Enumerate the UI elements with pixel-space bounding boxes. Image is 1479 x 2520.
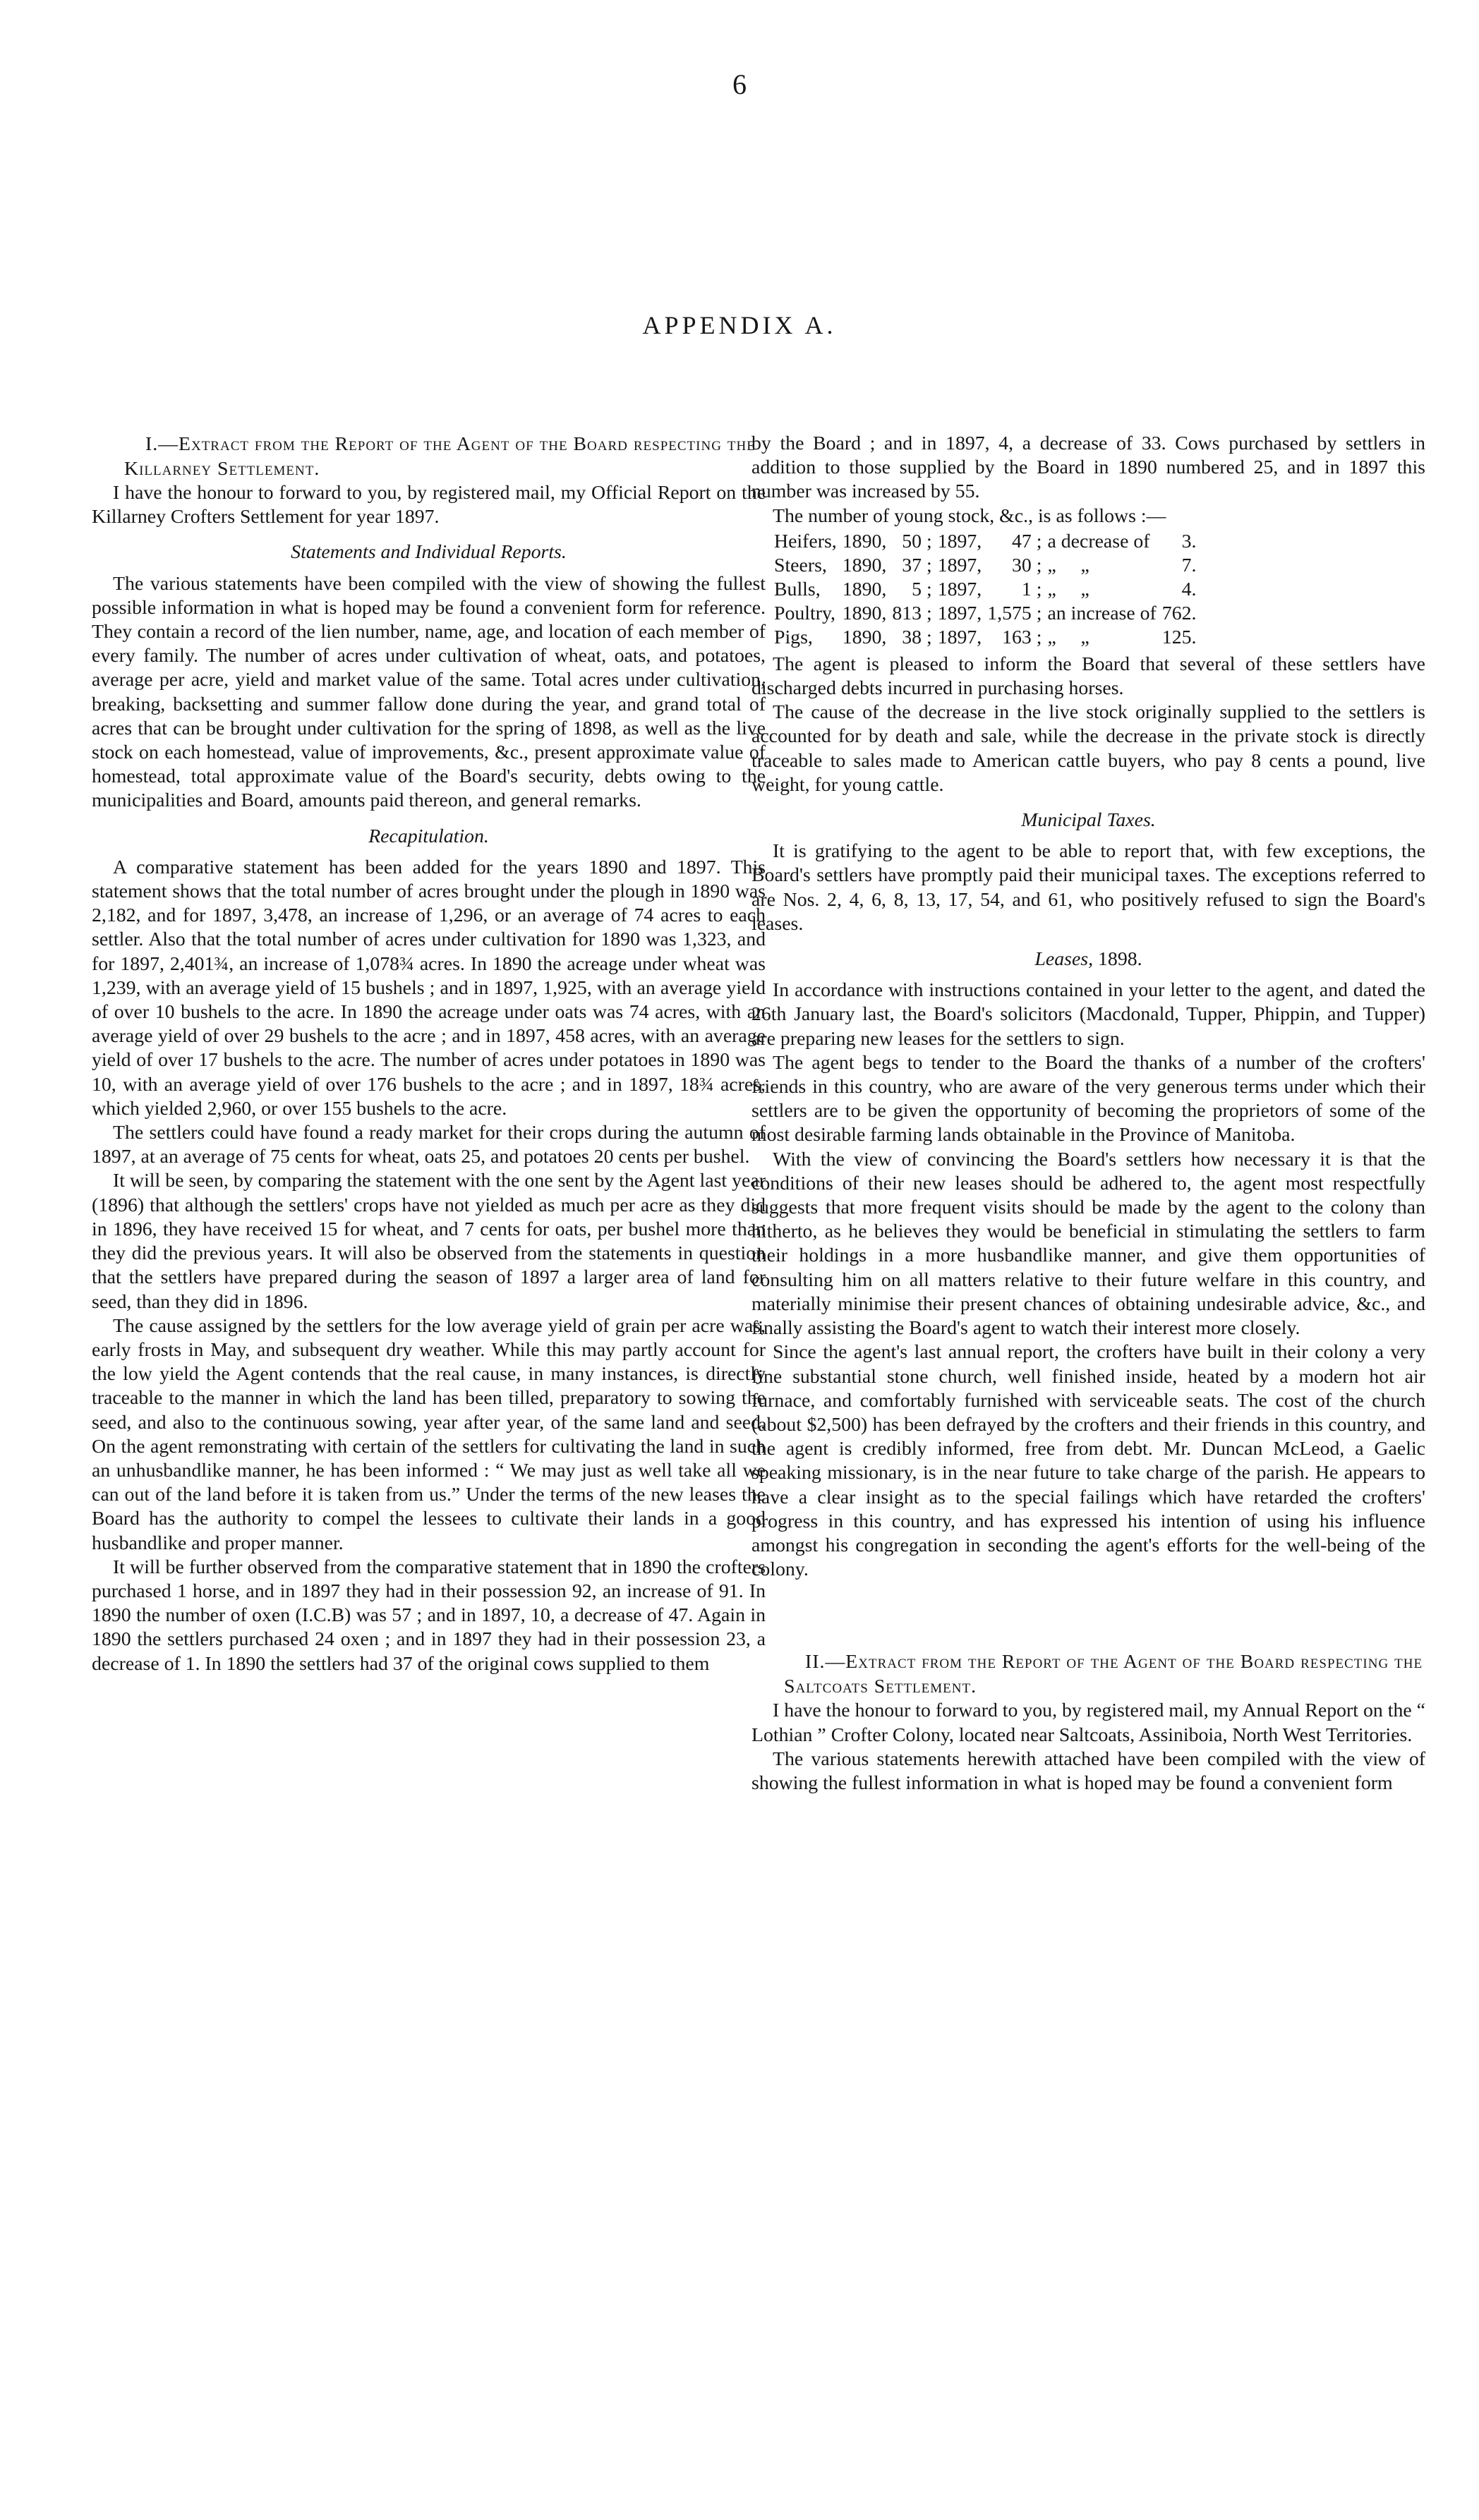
- municipal-taxes-subheading: Municipal Taxes.: [1021, 809, 1156, 832]
- young-stock-change: „ „: [1047, 554, 1089, 576]
- young-stock-kind: Pigs,: [774, 626, 813, 648]
- appendix-title: APPENDIX A.: [642, 311, 837, 339]
- young-stock-v1: 50 ;: [902, 530, 932, 552]
- young-stock-y1: 1890,: [842, 626, 887, 648]
- young-stock-v2: 1,575 ;: [987, 602, 1042, 624]
- young-stock-y2: 1897,: [937, 578, 982, 600]
- statements-paragraph: The various statements have been compiled with the view of showing the fullest possible information in what is hoped may be found a convenient form for reference. They contain a record of the lien number, name, age, and location of each member of every family. The number of acres under cultivation of wheat, oats, and potatoes, average per acre, yield and market value of the same. Total acres under cultivation, breaking, backsetting and summer fallow done during the year, and grand total of acres that can be brought under cultivation for the spring of 1898, as well as the live stock on each homestead, value of improvements, &c., present approximate value of homestead, total approximate value of the Board's security, debts owing to the municipalities and Board, amounts paid thereon, and general remarks.: [92, 572, 766, 812]
- recap-paragraph-5-continued: by the Board ; and in 1897, 4, a decrease of 33. Cows purchased by settlers in addition to those supplied by the Board in 1890 numbered 25, and in 1897 this number was increased by 55.: [751, 432, 1425, 503]
- young-stock-v2: 1 ;: [1021, 578, 1042, 600]
- young-stock-y2: 1897,: [937, 626, 982, 648]
- page-number: 6: [732, 68, 747, 100]
- young-stock-row: [774, 554, 1202, 578]
- young-stock-v2: 30 ;: [1011, 554, 1042, 576]
- young-stock-v1: 5 ;: [912, 578, 932, 600]
- section-1-heading: I.—Extract from the Report of the Agent of the Board respecting the Killarney Settlement.: [124, 433, 756, 480]
- leases-subheading: [751, 947, 1425, 971]
- young-stock-change: „ „: [1047, 578, 1089, 600]
- section-1-intro: I have the honour to forward to you, by registered mail, my Official Report on the Killarney Crofters Settlement for year 1897.: [92, 482, 766, 528]
- young-stock-intro: The number of young stock, &c., is as follows :—: [773, 504, 1166, 527]
- young-stock-v2: 163 ;: [1002, 626, 1042, 648]
- recap-paragraph-2: The settlers could have found a ready market for their crops during the autumn of 1897, at an average of 75 cents for wheat, oats 25, and potatoes 20 cents per bushel.: [92, 1122, 766, 1168]
- young-stock-kind: Poultry,: [774, 602, 836, 624]
- horses-paragraph: The agent is pleased to inform the Board that several of these settlers have discharged debts incurred in purchasing horses.: [751, 653, 1425, 700]
- young-stock-amount: 125.: [1161, 626, 1197, 648]
- recapitulation-subheading: Recapitulation.: [368, 825, 489, 847]
- recap-paragraph-5-start: It will be further observed from the comparative statement that in 1890 the crofters purchased 1 horse, and in 1897 they had in their possession 92, an increase of 91. In 1890 the number of oxen (I.C.B) was 57 ; and in 1897, 10, a decrease of 47. Again in 1890 the settlers purchased 24 oxen ; and in 1897 they had in their possession 23, a decrease of 1. In 1890 the settlers had 37 of the original cows supplied to them: [92, 1556, 766, 1675]
- young-stock-v1: 38 ;: [902, 626, 932, 648]
- young-stock-y2: 1897,: [937, 554, 982, 576]
- young-stock-amount: 3.: [1181, 530, 1197, 552]
- young-stock-row: [774, 626, 1202, 650]
- young-stock-change: „ „: [1047, 626, 1089, 648]
- left-column: [92, 432, 766, 1676]
- section-2-paragraph-1: I have the honour to forward to you, by registered mail, my Annual Report on the “ Lothian ” Crofter Colony, located near Saltcoats, Assiniboia, North West Territories.: [751, 1700, 1425, 1746]
- young-stock-change: an increase of: [1047, 602, 1157, 624]
- young-stock-y2: 1897,: [937, 602, 982, 624]
- young-stock-v2: 47 ;: [1011, 530, 1042, 552]
- young-stock-y1: 1890,: [842, 530, 887, 552]
- leases-paragraph-2: The agent begs to tender to the Board the thanks of a number of the crofters' friends in this country, who are aware of the very generous terms under which their settlers are to be given the opportunity of becoming the proprietors of some of the most desirable farming lands obtainable in the Province of Manitoba.: [751, 1051, 1425, 1146]
- recap-paragraph-4: The cause assigned by the settlers for the low average yield of grain per acre was, early frosts in May, and subsequent dry weather. While this may partly account for the low yield the Agent contends that the real cause, in many instances, is directly traceable to the manner in which the land has been tilled, preparatory to sowing the seed, and also to the continuous sowing, year after year, of the same land and seed. On the agent remonstrating with certain of the settlers for cultivating the land in such an unhusbandlike manner, he has been informed : “ We may just as well take all we can out of the land before it is taken from us.” Under the terms of the new leases the Board has the authority to compel the lessees to cultivate their lands in a good husbandlike and proper manner.: [92, 1314, 766, 1554]
- young-stock-kind: Bulls,: [774, 578, 821, 600]
- stock-decrease-paragraph: The cause of the decrease in the live stock originally supplied to the settlers is accounted for by death and sale, while the decrease in the private stock is directly traceable to sales made to American cattle buyers, who pay 8 cents a pound, live weight, for young cattle.: [751, 701, 1425, 796]
- young-stock-row: [774, 578, 1202, 602]
- leases-paragraph-4: Since the agent's last annual report, the crofters have built in their colony a very fine substantial stone church, well finished inside, heated by a modern hot air furnace, and comfortably furnished with serviceable seats. The cost of the church (about $2,500) has been defrayed by the crofters and their friends in this country, and the agent is credibly informed, free from debt. Mr. Duncan McLeod, a Gaelic speaking missionary, is in the near future to take charge of the parish. He appears to have a clear insight as to the special failings which have retarded the crofters' progress in this country, and has expressed his intention of using his influence amongst his congregation in seconding the agent's efforts for the well-being of the colony.: [751, 1341, 1425, 1581]
- young-stock-v1: 37 ;: [902, 554, 932, 576]
- leases-subheading-title: Leases,: [1034, 948, 1094, 971]
- statements-subheading: Statements and Individual Reports.: [291, 541, 567, 564]
- young-stock-v1: 813 ;: [892, 602, 932, 624]
- young-stock-kind: Heifers,: [774, 530, 837, 552]
- section-gap: [751, 1582, 1425, 1649]
- young-stock-y1: 1890,: [842, 578, 887, 600]
- recap-paragraph-3: It will be seen, by comparing the statement with the one sent by the Agent last year (1896) that although the settlers' crops have not yielded as much per acre as they did in 1896, they have received 15 for wheat, and 7 cents for oats, per bushel more than they did the previous years. It will also be observed from the statements in question that the settlers have prepared during the season of 1897 a larger area of land for seed, than they did in 1896.: [92, 1170, 766, 1313]
- right-column: [751, 432, 1425, 1795]
- young-stock-y1: 1890,: [842, 602, 887, 624]
- leases-subheading-year: 1898.: [1098, 948, 1142, 971]
- young-stock-amount: 4.: [1181, 578, 1197, 600]
- leases-paragraph-1: In accordance with instructions contained in your letter to the agent, and dated the 26th January last, the Board's solicitors (Macdonald, Tupper, Phippin, and Tupper) are preparing new leases for the settlers to sign.: [751, 979, 1425, 1050]
- young-stock-amount: 7.: [1181, 554, 1197, 576]
- young-stock-y2: 1897,: [937, 530, 982, 552]
- young-stock-kind: Steers,: [774, 554, 827, 576]
- recap-paragraph-1: A comparative statement has been added for the years 1890 and 1897. This statement shows that the total number of acres brought under the plough in 1890 was 2,182, and for 1897, 3,478, an increase of 1,296, or an average of 74 acres to each settler. Also that the total number of acres under cultivation for 1890 was 1,323, and for 1897, 2,401¾, an increase of 1,078¾ acres. In 1890 the acreage under wheat was 1,239, with an average yield of 15 bushels ; and in 1897, 1,925, with an average yield of over 10 bushels to the acre. In 1890 the acreage under oats was 74 acres, with an average yield of over 29 bushels to the acre ; and in 1897, 458 acres, with an average yield of over 17 bushels to the acre. The number of acres under potatoes in 1890 was 10, with an average yield of over 176 bushels to the acre ; and in 1897, 18¾ acres, which yielded 2,960, or over 155 bushels to the acre.: [92, 856, 766, 1120]
- young-stock-y1: 1890,: [842, 554, 887, 576]
- municipal-taxes-paragraph: It is gratifying to the agent to be able to report that, with few exceptions, the Board's settlers have promptly paid their municipal taxes. The exceptions referred to are Nos. 2, 4, 6, 8, 13, 17, 54, and 61, who positively refused to sign the Board's leases.: [751, 840, 1425, 935]
- section-2-heading: II.—Extract from the Report of the Agent of the Board respecting the Saltcoats Settlement.: [784, 1651, 1423, 1698]
- section-2-paragraph-2: The various statements herewith attached have been compiled with the view of showing the fullest information in what is hoped may be found a convenient form: [751, 1747, 1425, 1794]
- young-stock-row: [774, 602, 1202, 626]
- young-stock-table: [774, 530, 1202, 650]
- young-stock-change: a decrease of: [1047, 530, 1150, 552]
- young-stock-row: [774, 530, 1202, 554]
- young-stock-amount: 762.: [1161, 602, 1197, 624]
- leases-paragraph-3: With the view of convincing the Board's settlers how necessary it is that the conditions of their new leases should be adhered to, the agent most respectfully suggests that more frequent visits should be made by the agent to the colony than hitherto, as he believes they would be beneficial in stimulating the settlers to farm their holdings in a more husbandlike manner, and give them opportunities of consulting him on all matters relative to their future welfare in this country, and materially minimise their present chances of obtaining undesirable advice, &c., and finally assisting the Board's agent to watch their interest more closely.: [751, 1148, 1425, 1340]
